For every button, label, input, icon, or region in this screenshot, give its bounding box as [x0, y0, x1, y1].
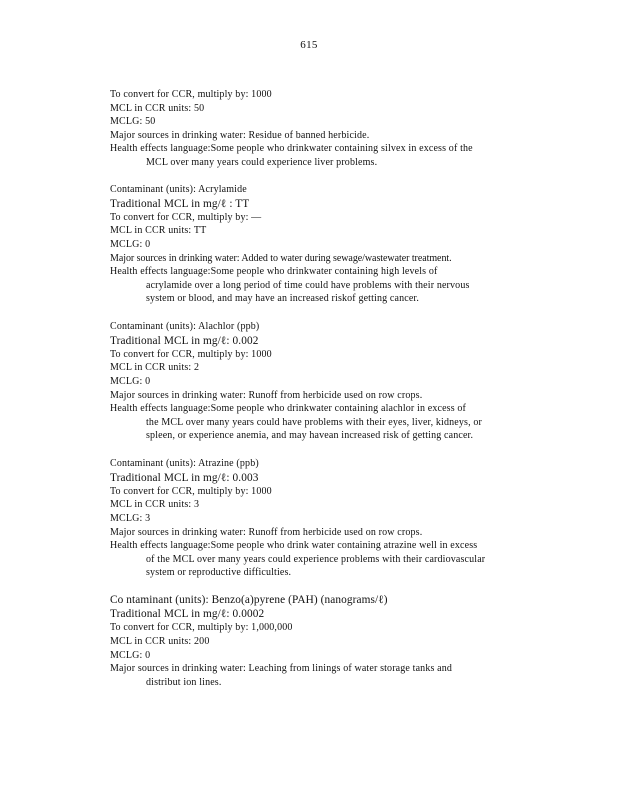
health-line: Health effects language:Some people who drinkwater containing silvex in excess of the — [110, 143, 473, 155]
contaminant-line: Contaminant (units): Alachlor (ppb) — [110, 321, 260, 332]
sources-line: distribut ion lines. — [146, 676, 222, 688]
health-line: spleen, or experience anemia, and may havean increased risk of getting cancer. — [146, 430, 474, 442]
health-line: acrylamide over a long period of time could have problems with their nervous — [146, 279, 470, 291]
mcl-line: MCL in CCR units: 2 — [110, 362, 200, 374]
health-line: system or reproductive difficulties. — [146, 567, 292, 579]
contaminant-line: Co ntaminant (units): Benzo(a)pyrene (PAH) (nanograms/ℓ) — [110, 594, 388, 606]
mcl-line: MCL in CCR units: 200 — [110, 636, 210, 647]
section-acrylamide — [110, 183, 540, 306]
mcl-line: MCL in CCR units: 3 — [110, 499, 200, 511]
mclg-line: MCLG: 0 — [110, 375, 151, 387]
mclg-line: MCLG: 3 — [110, 512, 151, 524]
convert-line: To convert for CCR, multiply by: — — [110, 211, 262, 223]
mcl-line: MCL in CCR units: TT — [110, 225, 207, 237]
health-line: Health effects language:Some people who drinkwater containing alachlor in excess of — [110, 403, 467, 415]
health-line: Health effects language:Some people who drinkwater containing high levels of — [110, 266, 438, 278]
traditional-mcl-line: Traditional MCL in mg/ℓ: 0.002 — [110, 334, 259, 347]
health-line: system or blood, and may have an increased riskof getting cancer. — [146, 293, 419, 305]
mclg-line: MCLG: 50 — [110, 116, 156, 128]
health-line: the MCL over many years could have problems with their eyes, liver, kidneys, or — [146, 416, 482, 428]
section-silvex — [110, 88, 540, 170]
page-number: 615 — [300, 39, 318, 51]
sources-line: Major sources in drinking water: Residue of banned herbicide. — [110, 129, 370, 141]
traditional-mcl-line: Traditional MCL in mg/ℓ: 0.0002 — [110, 608, 265, 621]
contaminant-line: Contaminant (units): Acrylamide — [110, 184, 247, 195]
contaminant-line: Contaminant (units): Atrazine (ppb) — [110, 458, 259, 469]
convert-line: To convert for CCR, multiply by: 1000 — [110, 485, 272, 497]
mclg-line: MCLG: 0 — [110, 649, 151, 661]
convert-line: To convert for CCR, multiply by: 1,000,000 — [110, 622, 293, 634]
section-benzo-a-pyrene — [110, 593, 540, 689]
section-atrazine — [110, 457, 540, 580]
mclg-line: MCLG: 0 — [110, 238, 151, 250]
mcl-line: MCL in CCR units: 50 — [110, 102, 205, 114]
sources-line: Major sources in drinking water: Runoff from herbicide used on row crops. — [110, 389, 423, 401]
health-line: Health effects language:Some people who drink water containing atrazine well in excess — [110, 540, 478, 552]
sources-line: Major sources in drinking water: Runoff from herbicide used on row crops. — [110, 526, 423, 538]
sources-line: Major sources in drinking water: Leaching from linings of water storage tanks and — [110, 663, 453, 675]
section-alachlor — [110, 320, 540, 443]
health-line: MCL over many years could experience liver problems. — [146, 156, 378, 168]
convert-line: To convert for CCR, multiply by: 1000 — [110, 89, 272, 100]
convert-line: To convert for CCR, multiply by: 1000 — [110, 348, 272, 360]
traditional-mcl-line: Traditional MCL in mg/ℓ : TT — [110, 197, 250, 210]
sources-line: Major sources in drinking water: Added to water during sewage/wastewater treatment. — [110, 252, 452, 264]
health-line: of the MCL over many years could experience problems with their cardiovascular — [146, 553, 486, 565]
traditional-mcl-line: Traditional MCL in mg/ℓ: 0.003 — [110, 471, 259, 484]
